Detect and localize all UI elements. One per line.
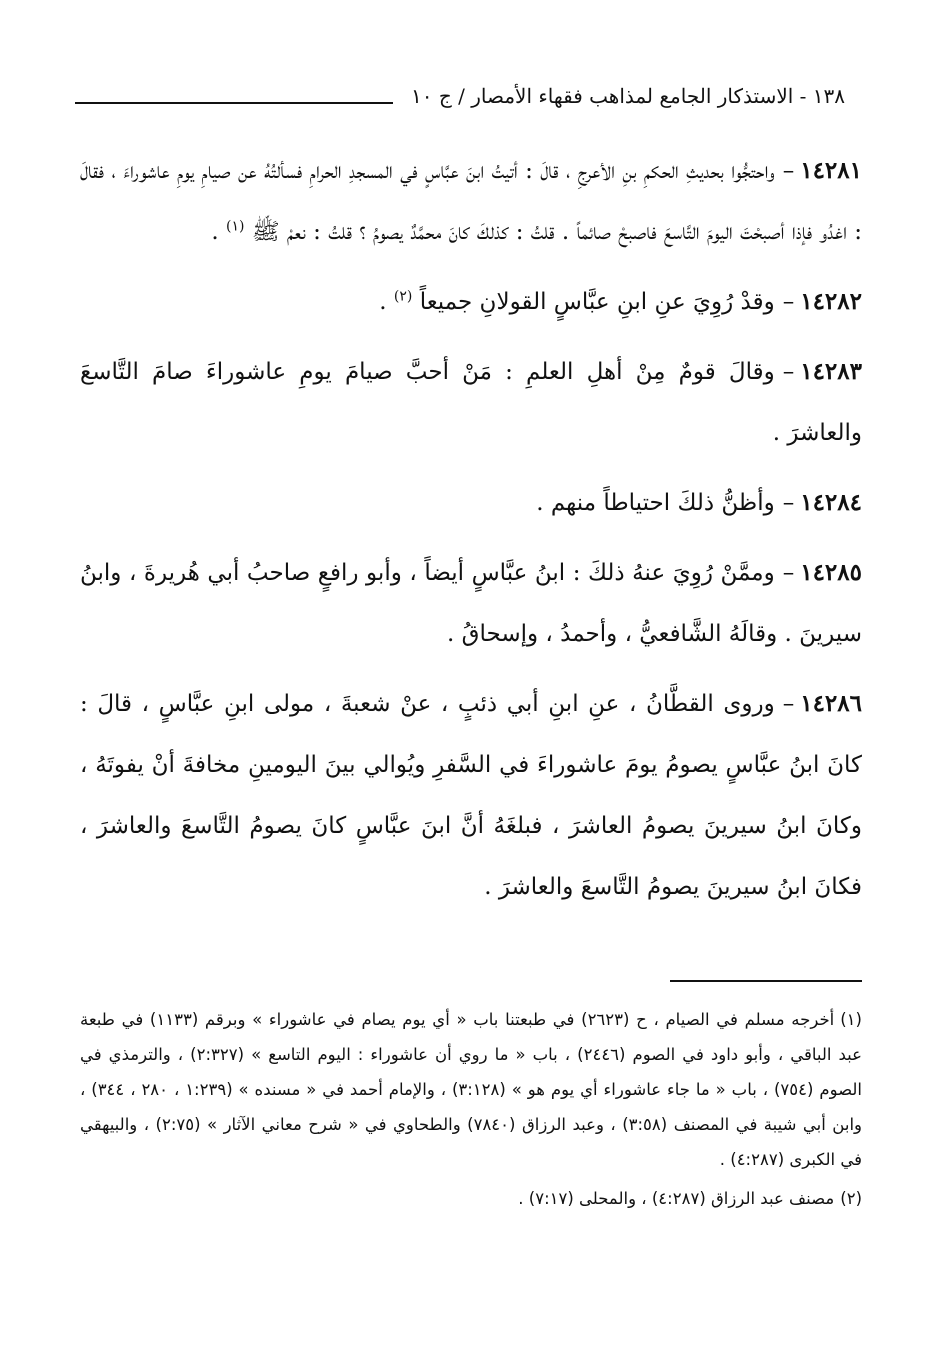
paragraph-text: وقالَ قومٌ مِنْ أهلِ العلمِ : مَنْ أحبَّ صيامَ يومِ عاشوراءَ صامَ التَّاسعَ والعاشرَ .: [80, 359, 862, 446]
paragraph-14285: [80, 542, 862, 665]
paragraph-14283: [80, 341, 862, 464]
dash-separator: –: [782, 359, 795, 385]
paragraph-text: واحتجُّوا بحديثِ الحكمِ بنِ الأعرجِ ، قالَ : أتيتُ ابنَ عبَّاسٍ في المسجدِ الحرامِ فسألتُهُ عن صيامِ يومِ عاشوراءَ ، فقالَ : اغدُو فإذا أصبحْتَ اليومَ التَّاسعَ فاصبحْ صائماً . قلتُ : كذلكَ كانَ محمَّدٌ يصومُ ؟ قلتُ : نعمْ ﷺ: [80, 158, 862, 245]
paragraph-number: ١٤٢٨٢: [800, 288, 862, 315]
paragraph-14286: [80, 673, 862, 918]
paragraph-14281: [80, 140, 862, 263]
footnote-ref[interactable]: (١): [226, 218, 245, 235]
paragraph-tail: .: [379, 289, 394, 315]
footnote-mark: (٢): [840, 1189, 862, 1208]
dash-separator: –: [782, 691, 795, 717]
paragraph-text: وروى القطَّانُ ، عنِ ابنِ أبي ذئبٍ ، عنْ شعبةَ ، مولى ابنِ عبَّاسٍ ، قالَ : كانَ ابنُ عبَّاسٍ يصومُ يومَ عاشوراءَ في السَّفرِ ويُوالي بينَ اليومينِ مخافةَ أنْ يفوتَهُ ، وكانَ ابنُ سيرينَ يصومُ العاشرَ ، فبلغَهُ أنَّ ابنَ عبَّاسٍ كانَ يصومُ التَّاسعَ والعاشرَ ، فكانَ ابنُ سيرينَ يصومُ التَّاسعَ والعاشرَ .: [80, 691, 862, 900]
running-header: [75, 70, 845, 110]
footnote-text: مصنف عبد الرزاق (٤:٢٨٧) ، والمحلى (٧:١٧) .: [518, 1189, 835, 1208]
footnote-mark: (١): [840, 1010, 862, 1029]
paragraph-number: ١٤٢٨٤: [800, 489, 862, 516]
paragraph-number: ١٤٢٨٣: [800, 358, 862, 385]
paragraph-14284: [80, 472, 862, 534]
footnotes: [80, 1002, 862, 1220]
footnote-2: [80, 1181, 862, 1216]
footnote-ref[interactable]: (٢): [393, 288, 413, 305]
dash-separator: –: [782, 158, 795, 184]
main-text: [80, 140, 862, 926]
paragraph-text: وممَّنْ رُوِيَ عنهُ ذلكَ : ابنُ عبَّاسٍ أيضاً ، وأبو رافعٍ صاحبُ أبي هُريرةَ ، وابنُ سيرينَ . وقالَهُ الشَّافعيُّ ، وأحمدُ ، وإسحاقُ .: [80, 560, 862, 647]
paragraph-14282: [80, 271, 862, 333]
paragraph-number: ١٤٢٨١: [800, 157, 862, 184]
paragraph-number: ١٤٢٨٦: [800, 690, 862, 717]
dash-separator: –: [782, 560, 795, 586]
paragraph-number: ١٤٢٨٥: [800, 559, 862, 586]
paragraph-text: وأظنُّ ذلكَ احتياطاً منهم .: [536, 490, 775, 516]
footnote-1: [80, 1002, 862, 1177]
dash-separator: –: [782, 490, 795, 516]
paragraph-text: وقدْ رُوِيَ عنِ ابنِ عبَّاسٍ القولانِ جميعاً: [419, 289, 775, 315]
footnote-divider: [670, 980, 862, 982]
dash-separator: –: [782, 289, 795, 315]
footnote-text: أخرجه مسلم في الصيام ، ح (٢٦٢٣) في طبعتنا باب « أي يوم يصام في عاشوراء » وبرقم (١١٣٣) في طبعة عبد الباقي ، وأبو داود في الصوم (٢٤٤٦) ، باب « ما روي أن عاشوراء : اليوم التاسع » (٢:٣٢٧) ، والترمذي في الصوم (٧٥٤) ، باب « ما جاء عاشوراء أي يوم هو » (٣:١٢٨) ، والإمام أحمد في « مسنده » (١:٢٣٩ ، ٢٨٠ ، ٣٤٤) ، وابن أبي شيبة في المصنف (٣:٥٨) ، وعبد الرزاق (٧٨٤٠) والطحاوي في « شرح معاني الآثار » (٢:٧٥) ، والبيهقي في الكبرى (٤:٢٨٧) .: [80, 1010, 863, 1169]
header-title: ١٣٨ - الاستذكار الجامع لمذاهب فقهاء الأمصار / ج ١٠: [411, 84, 845, 108]
paragraph-tail: .: [211, 219, 227, 245]
header-rule: [75, 102, 393, 104]
